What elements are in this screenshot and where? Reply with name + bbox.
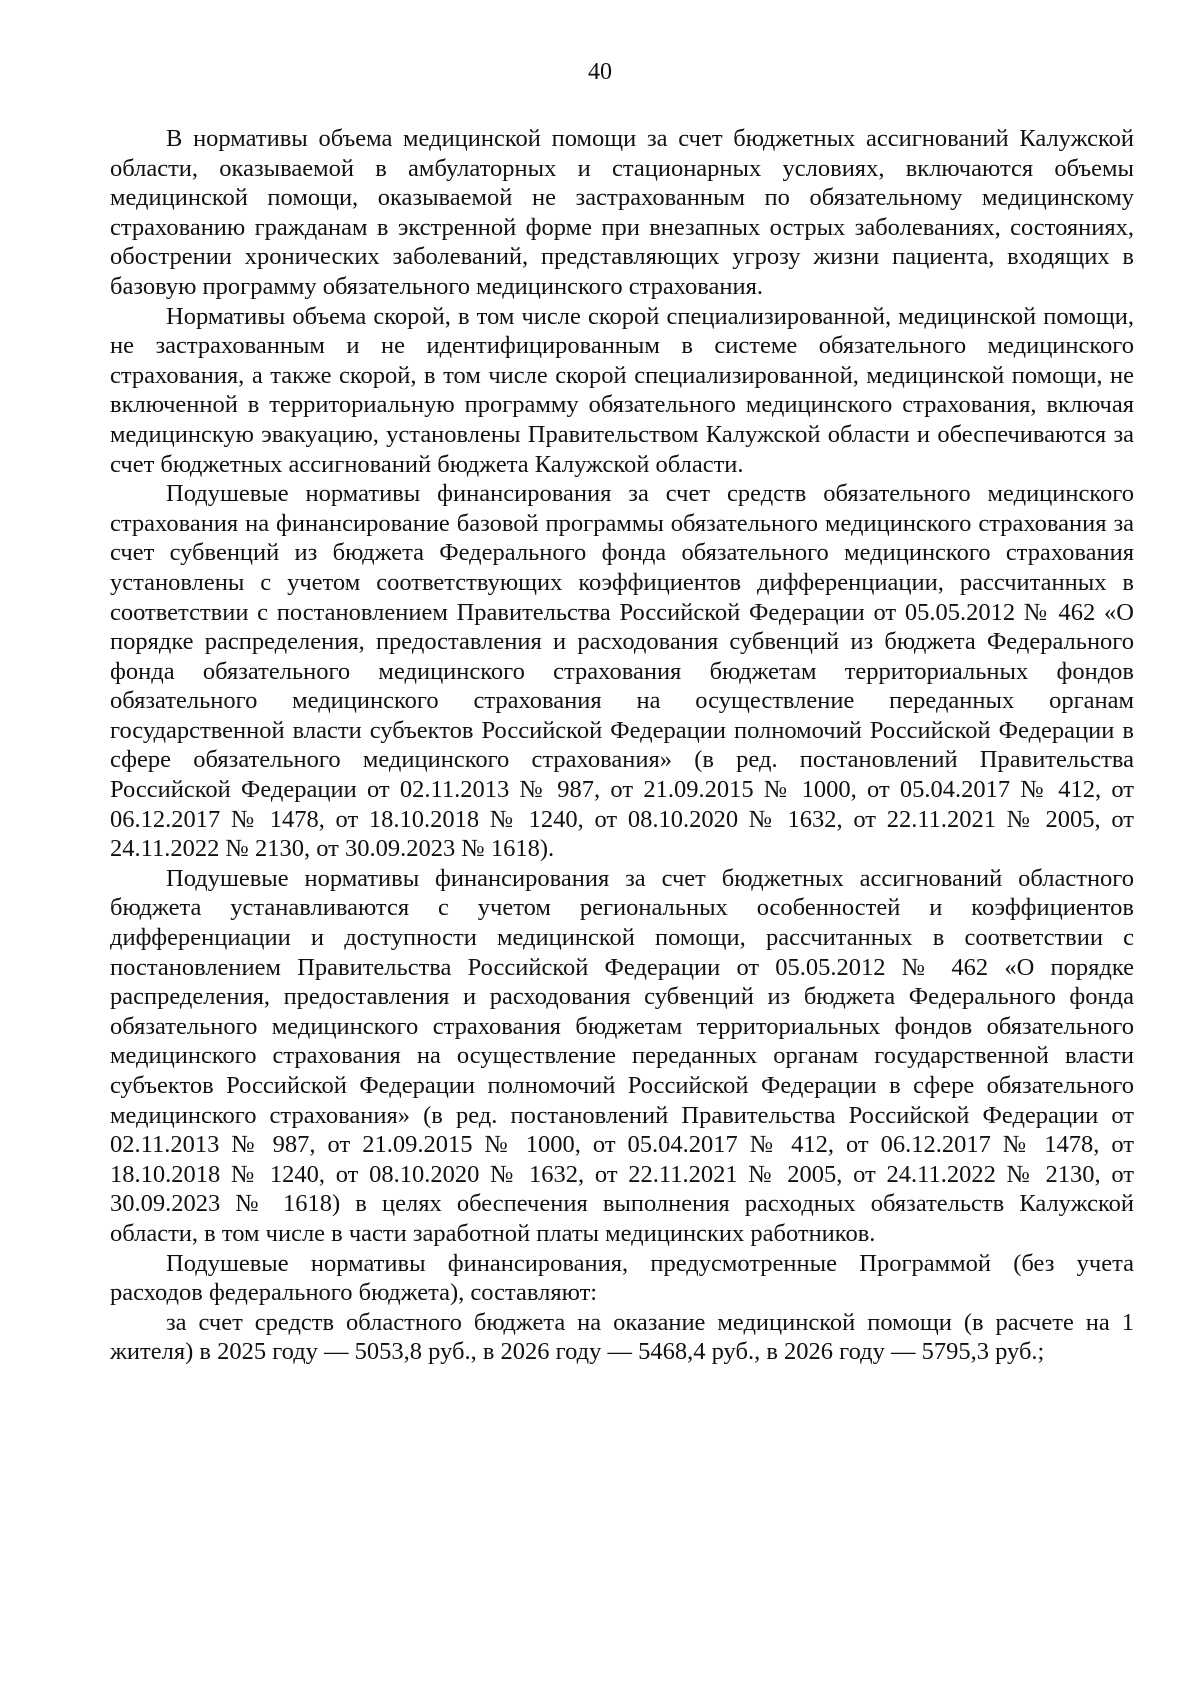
page-number: 40 <box>588 59 612 85</box>
paragraph-ambulance-care-volumes: Нормативы объема скорой, в том числе скорой специализированной, медицинской помощи, не застрахованным и не идентифицированным в системе обязательного медицинского страхования, а также скорой, в том числе скорой специализированной, медицинской помощи, не включенной в территориальную программу обязательного медицинского страхования, включая медицинскую эвакуацию, установлены Правительством Калужской области и обеспечиваются за счет бюджетных ассигнований бюджета Калужской области. <box>110 302 1134 478</box>
document-body <box>110 124 1134 1367</box>
paragraph-program-norms-intro: Подушевые нормативы финансирования, предусмотренные Программой (без учета расходов федерального бюджета), составляют: <box>110 1249 1134 1307</box>
paragraph-regional-budget-amounts: за счет средств областного бюджета на оказание медицинской помощи (в расчете на 1 жителя) в 2025 году — 5053,8 руб., в 2026 году — 5468,4 руб., в 2026 году — 5795,3 руб.; <box>110 1308 1134 1366</box>
paragraph-emergency-care-volumes: В нормативы объема медицинской помощи за счет бюджетных ассигнований Калужской области, оказываемой в амбулаторных и стационарных условиях, включаются объемы медицинской помощи, оказываемой не застрахованным по обязательному медицинскому страхованию гражданам в экстренной форме при внезапных острых заболеваниях, состояниях, обострении хронических заболеваний, представляющих угрозу жизни пациента, входящих в базовую программу обязательного медицинского страхования. <box>110 125 1134 300</box>
paragraph-regional-budget-per-capita-norms: Подушевые нормативы финансирования за счет бюджетных ассигнований областного бюджета устанавливаются с учетом региональных особенностей и коэффициентов дифференциации и доступности медицинской помощи, рассчитанных в соответствии с постановлением Правительства Российской Федерации от 05.05.2012 № 462 «О порядке распределения, предоставления и расходования субвенций из бюджета Федерального фонда обязательного медицинского страхования бюджетам территориальных фондов обязательного медицинского страхования на осуществление переданных органам государственной власти субъектов Российской Федерации полномочий Российской Федерации в сфере обязательного медицинского страхования» (в ред. постановлений Правительства Российской Федерации от 02.11.2013 № 987, от 21.09.2015 № 1000, от 05.04.2017 № 412, от 06.12.2017 № 1478, от 18.10.2018 № 1240, от 08.10.2020 № 1632, от 22.11.2021 № 2005, от 24.11.2022 № 2130, от 30.09.2023 № 1618) в целях обеспечения выполнения расходных обязательств Калужской области, в том числе в части заработной платы медицинских работников. <box>110 864 1134 1247</box>
paragraph-oms-per-capita-norms: Подушевые нормативы финансирования за счет средств обязательного медицинского страхования на финансирование базовой программы обязательного медицинского страхования за счет субвенций из бюджета Федерального фонда обязательного медицинского страхования установлены с учетом соответствующих коэффициентов дифференциации, рассчитанных в соответствии с постановлением Правительства Российской Федерации от 05.05.2012 № 462 «О порядке распределения, предоставления и расходования субвенций из бюджета Федерального фонда обязательного медицинского страхования бюджетам территориальных фондов обязательного медицинского страхования на осуществление переданных органам государственной власти субъектов Российской Федерации полномочий Российской Федерации в сфере обязательного медицинского страхования» (в ред. постановлений Правительства Российской Федерации от 02.11.2013 № 987, от 21.09.2015 № 1000, от 05.04.2017 № 412, от 06.12.2017 № 1478, от 18.10.2018 № 1240, от 08.10.2020 № 1632, от 22.11.2021 № 2005, от 24.11.2022 № 2130, от 30.09.2023 № 1618). <box>110 480 1134 863</box>
